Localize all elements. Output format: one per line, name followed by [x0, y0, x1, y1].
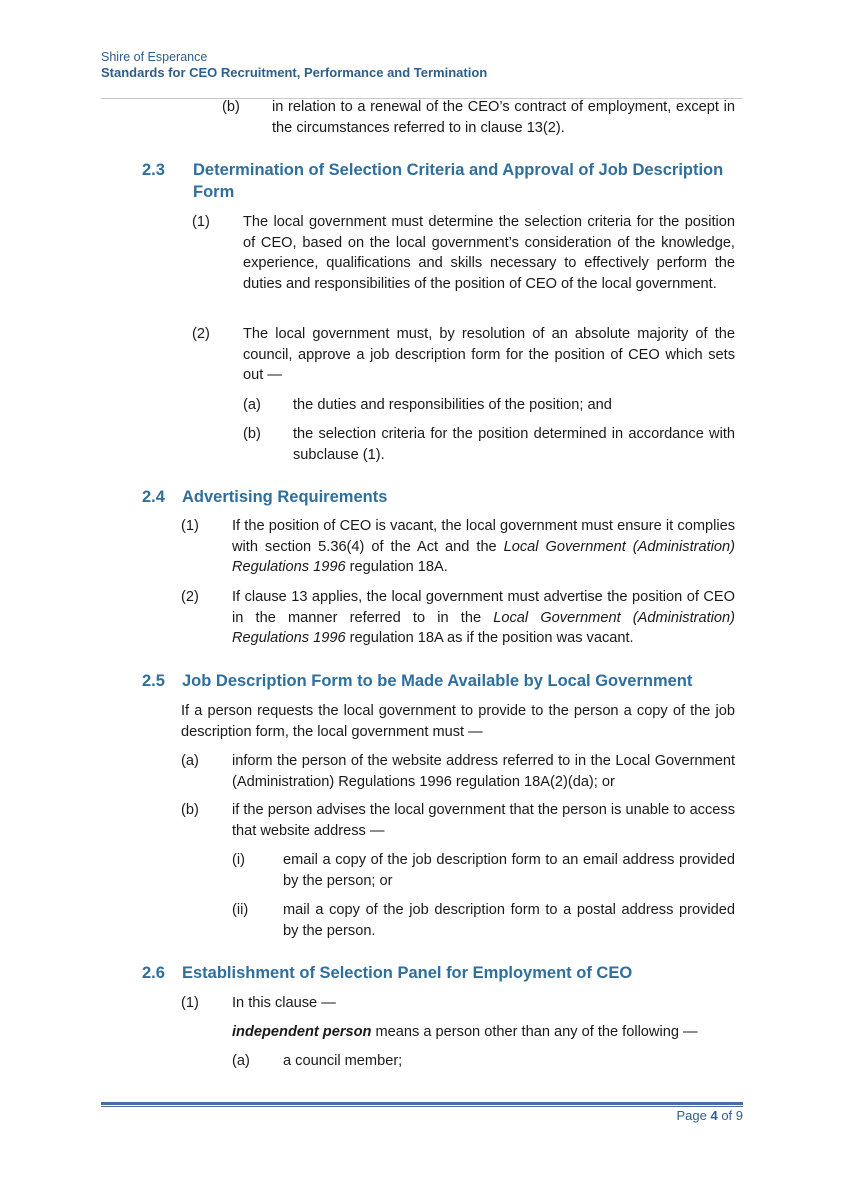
- section-intro: If a person requests the local government to provide to the person a copy of the job description form, the local government must —: [181, 703, 735, 740]
- clause-text-2: The local government must, by resolution of an absolute majority of the council, approve a job description form for the position of CEO which sets out —: [243, 326, 735, 383]
- definition-text: means a person other than any of the following —: [371, 1024, 698, 1040]
- section-heading-2-4: Advertising Requirements: [182, 488, 388, 506]
- subclause-text-a: the duties and responsibilities of the position; and: [293, 397, 612, 413]
- item-text-b: in relation to a renewal of the CEO’s contract of employment, except in the circumstances referred to in clause 13(2).: [272, 99, 735, 136]
- clause-label-1: (1): [181, 518, 199, 534]
- section-heading-2-5: Job Description Form to be Made Available by Local Government: [182, 672, 693, 690]
- clause-text-1: [232, 516, 735, 578]
- definition: [232, 1022, 735, 1043]
- page-number-prefix: Page: [676, 1108, 711, 1123]
- clause-text-2-plain: If clause 13 applies, the local government must advertise the position of CEO in the manner referred to in the: [232, 589, 735, 626]
- section-heading-2-3-line1: Determination of Selection Criteria and Approval of Job Description: [193, 161, 724, 179]
- clause-text-1-tail: regulation 18A.: [345, 559, 448, 575]
- clause-text-2-italic: Local Government (Administration) Regulations 1996: [232, 609, 735, 646]
- page-number-total: of 9: [717, 1108, 743, 1123]
- footer-divider-thin: [101, 1106, 743, 1107]
- item-text-b: if the person advises the local government that the person is unable to access that website address —: [232, 802, 735, 839]
- item-text-a: a council member;: [283, 1053, 403, 1069]
- page-number: [600, 1108, 743, 1123]
- section-heading-2-3: [193, 159, 753, 203]
- clause-text-1: The local government must determine the selection criteria for the position of CEO, based on the local government’s consideration of the knowledge, experience, qualifications and skills necessary to effectively perform the duties and responsibilities of the position of CEO of the local government.: [243, 214, 735, 292]
- page-number-current: 4: [710, 1108, 718, 1123]
- subitem-label-i: (i): [232, 852, 245, 868]
- item-label-a: (a): [232, 1053, 250, 1069]
- subitem-text-i: email a copy of the job description form to an email address provided by the person; or: [283, 852, 735, 889]
- subitem-label-ii: (ii): [232, 902, 249, 918]
- clause-text-2-tail: regulation 18A as if the position was vacant.: [345, 630, 634, 646]
- subclause-label-b: (b): [243, 426, 261, 442]
- header-organisation: Shire of Esperance: [101, 50, 208, 64]
- section-heading-2-6: Establishment of Selection Panel for Employment of CEO: [182, 964, 633, 982]
- clause-text-1-plain: If the position of CEO is vacant, the local government must ensure it complies with section 5.36(4) of the Act and the: [232, 518, 735, 555]
- section-heading-2-3-line2: Form: [193, 183, 235, 201]
- section-number-2-5: 2.5: [142, 672, 165, 690]
- section-number-2-6: 2.6: [142, 964, 165, 982]
- footer-divider-thick: [101, 1102, 743, 1105]
- clause-label-2: (2): [181, 589, 199, 605]
- item-label-a: (a): [181, 753, 199, 769]
- clause-label-2: (2): [192, 326, 210, 342]
- clause-label-1: (1): [181, 995, 199, 1011]
- clause-text-1-italic: Local Government (Administration) Regulations 1996: [232, 538, 735, 575]
- clause-text-2: [232, 587, 735, 649]
- header-document-title: Standards for CEO Recruitment, Performance and Termination: [101, 65, 488, 80]
- subitem-text-ii: mail a copy of the job description form to a postal address provided by the person.: [283, 902, 735, 939]
- item-text-a: inform the person of the website address referred to in the Local Government (Administration) Regulations 1996 regulation 18A(2)(da); or: [232, 753, 735, 790]
- item-label-b: (b): [222, 99, 240, 115]
- section-number-2-4: 2.4: [142, 488, 165, 506]
- definition-term: independent person: [232, 1024, 372, 1040]
- subclause-text-b: the selection criteria for the position determined in accordance with subclause (1).: [293, 426, 735, 463]
- subclause-label-a: (a): [243, 397, 261, 413]
- clause-label-1: (1): [192, 214, 210, 230]
- clause-text-1: In this clause —: [232, 995, 336, 1011]
- section-number-2-3: 2.3: [142, 161, 165, 179]
- item-label-b: (b): [181, 802, 199, 818]
